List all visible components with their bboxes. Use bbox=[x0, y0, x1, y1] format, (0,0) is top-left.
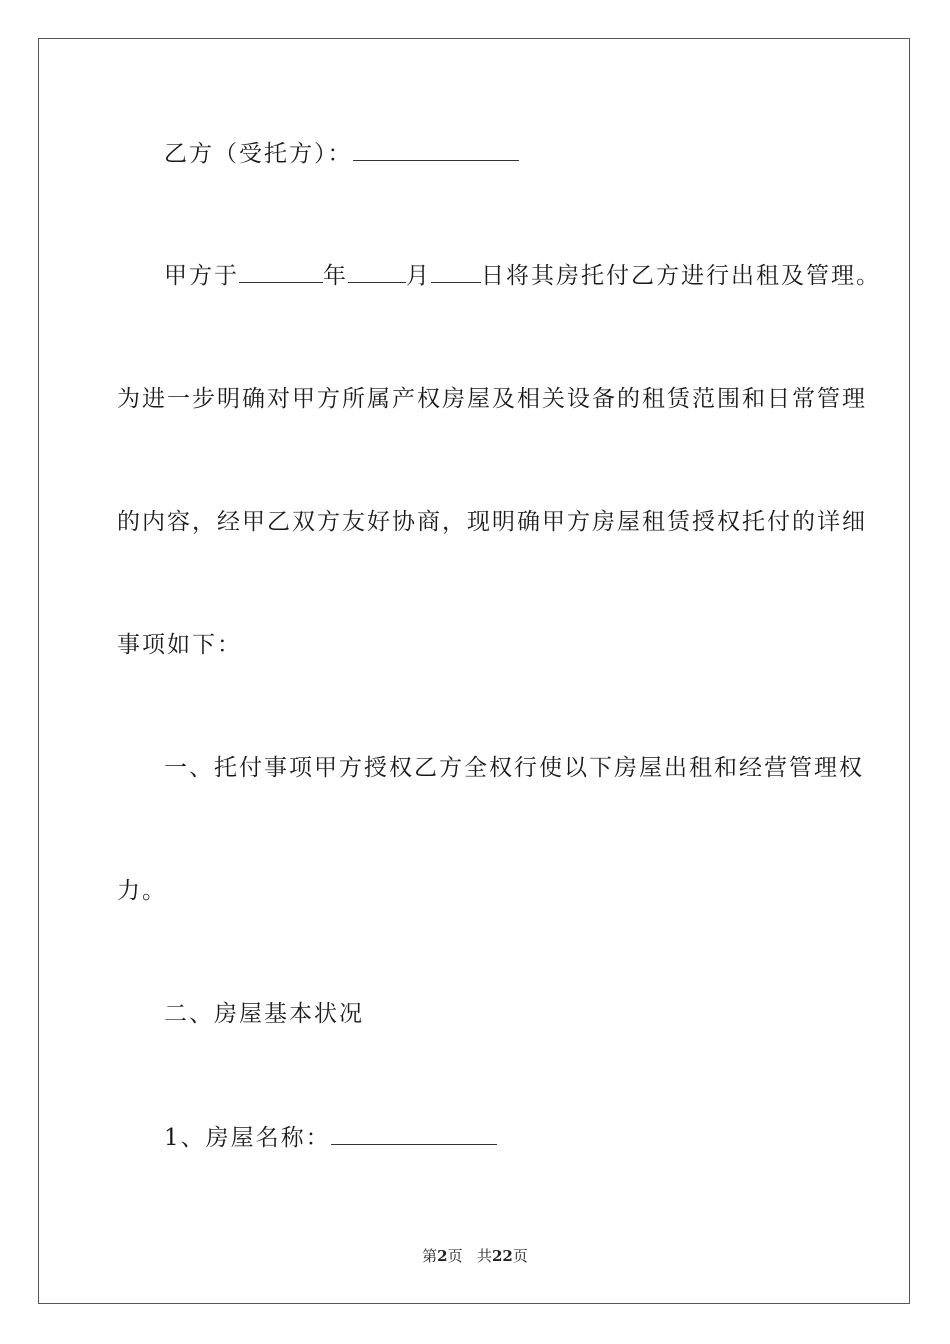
day-suffix: 日将其房托付乙方进行出租及管理。 bbox=[481, 263, 881, 289]
page-footer bbox=[0, 1246, 950, 1266]
month-blank bbox=[348, 260, 406, 283]
year-label: 年 bbox=[323, 263, 348, 289]
item1-line1: 一、托付事项甲方授权乙方全权行使以下房屋出租和经营管理权 bbox=[164, 755, 864, 781]
date-line bbox=[164, 260, 881, 291]
sub1-line bbox=[164, 1122, 497, 1153]
page-prefix: 第 bbox=[422, 1247, 438, 1265]
party-b-label: 乙方（受托方）： bbox=[164, 141, 353, 167]
page-mid: 页 bbox=[447, 1247, 463, 1265]
para1-line2: 的内容，经甲乙双方友好协商，现明确甲方房屋租赁授权托付的详细 bbox=[117, 509, 867, 535]
item2-heading: 二、房屋基本状况 bbox=[164, 1001, 364, 1027]
page-border bbox=[38, 38, 910, 1304]
month-label: 月 bbox=[406, 263, 431, 289]
year-blank bbox=[239, 260, 323, 283]
para1-line3: 事项如下： bbox=[117, 632, 242, 658]
page-current: 2 bbox=[437, 1247, 448, 1265]
page-total: 22 bbox=[491, 1247, 513, 1265]
para1-line1: 为进一步明确对甲方所属产权房屋及相关设备的租赁范围和日常管理 bbox=[117, 386, 867, 412]
house-name-blank bbox=[331, 1122, 497, 1145]
party-b-line bbox=[164, 138, 519, 169]
date-prefix: 甲方于 bbox=[164, 263, 239, 289]
day-blank bbox=[431, 260, 481, 283]
total-suffix: 页 bbox=[512, 1247, 528, 1265]
party-b-blank bbox=[353, 138, 519, 161]
total-prefix: 共 bbox=[476, 1247, 492, 1265]
house-name-label: 1、房屋名称： bbox=[164, 1125, 331, 1151]
item1-line2: 力。 bbox=[117, 878, 167, 904]
